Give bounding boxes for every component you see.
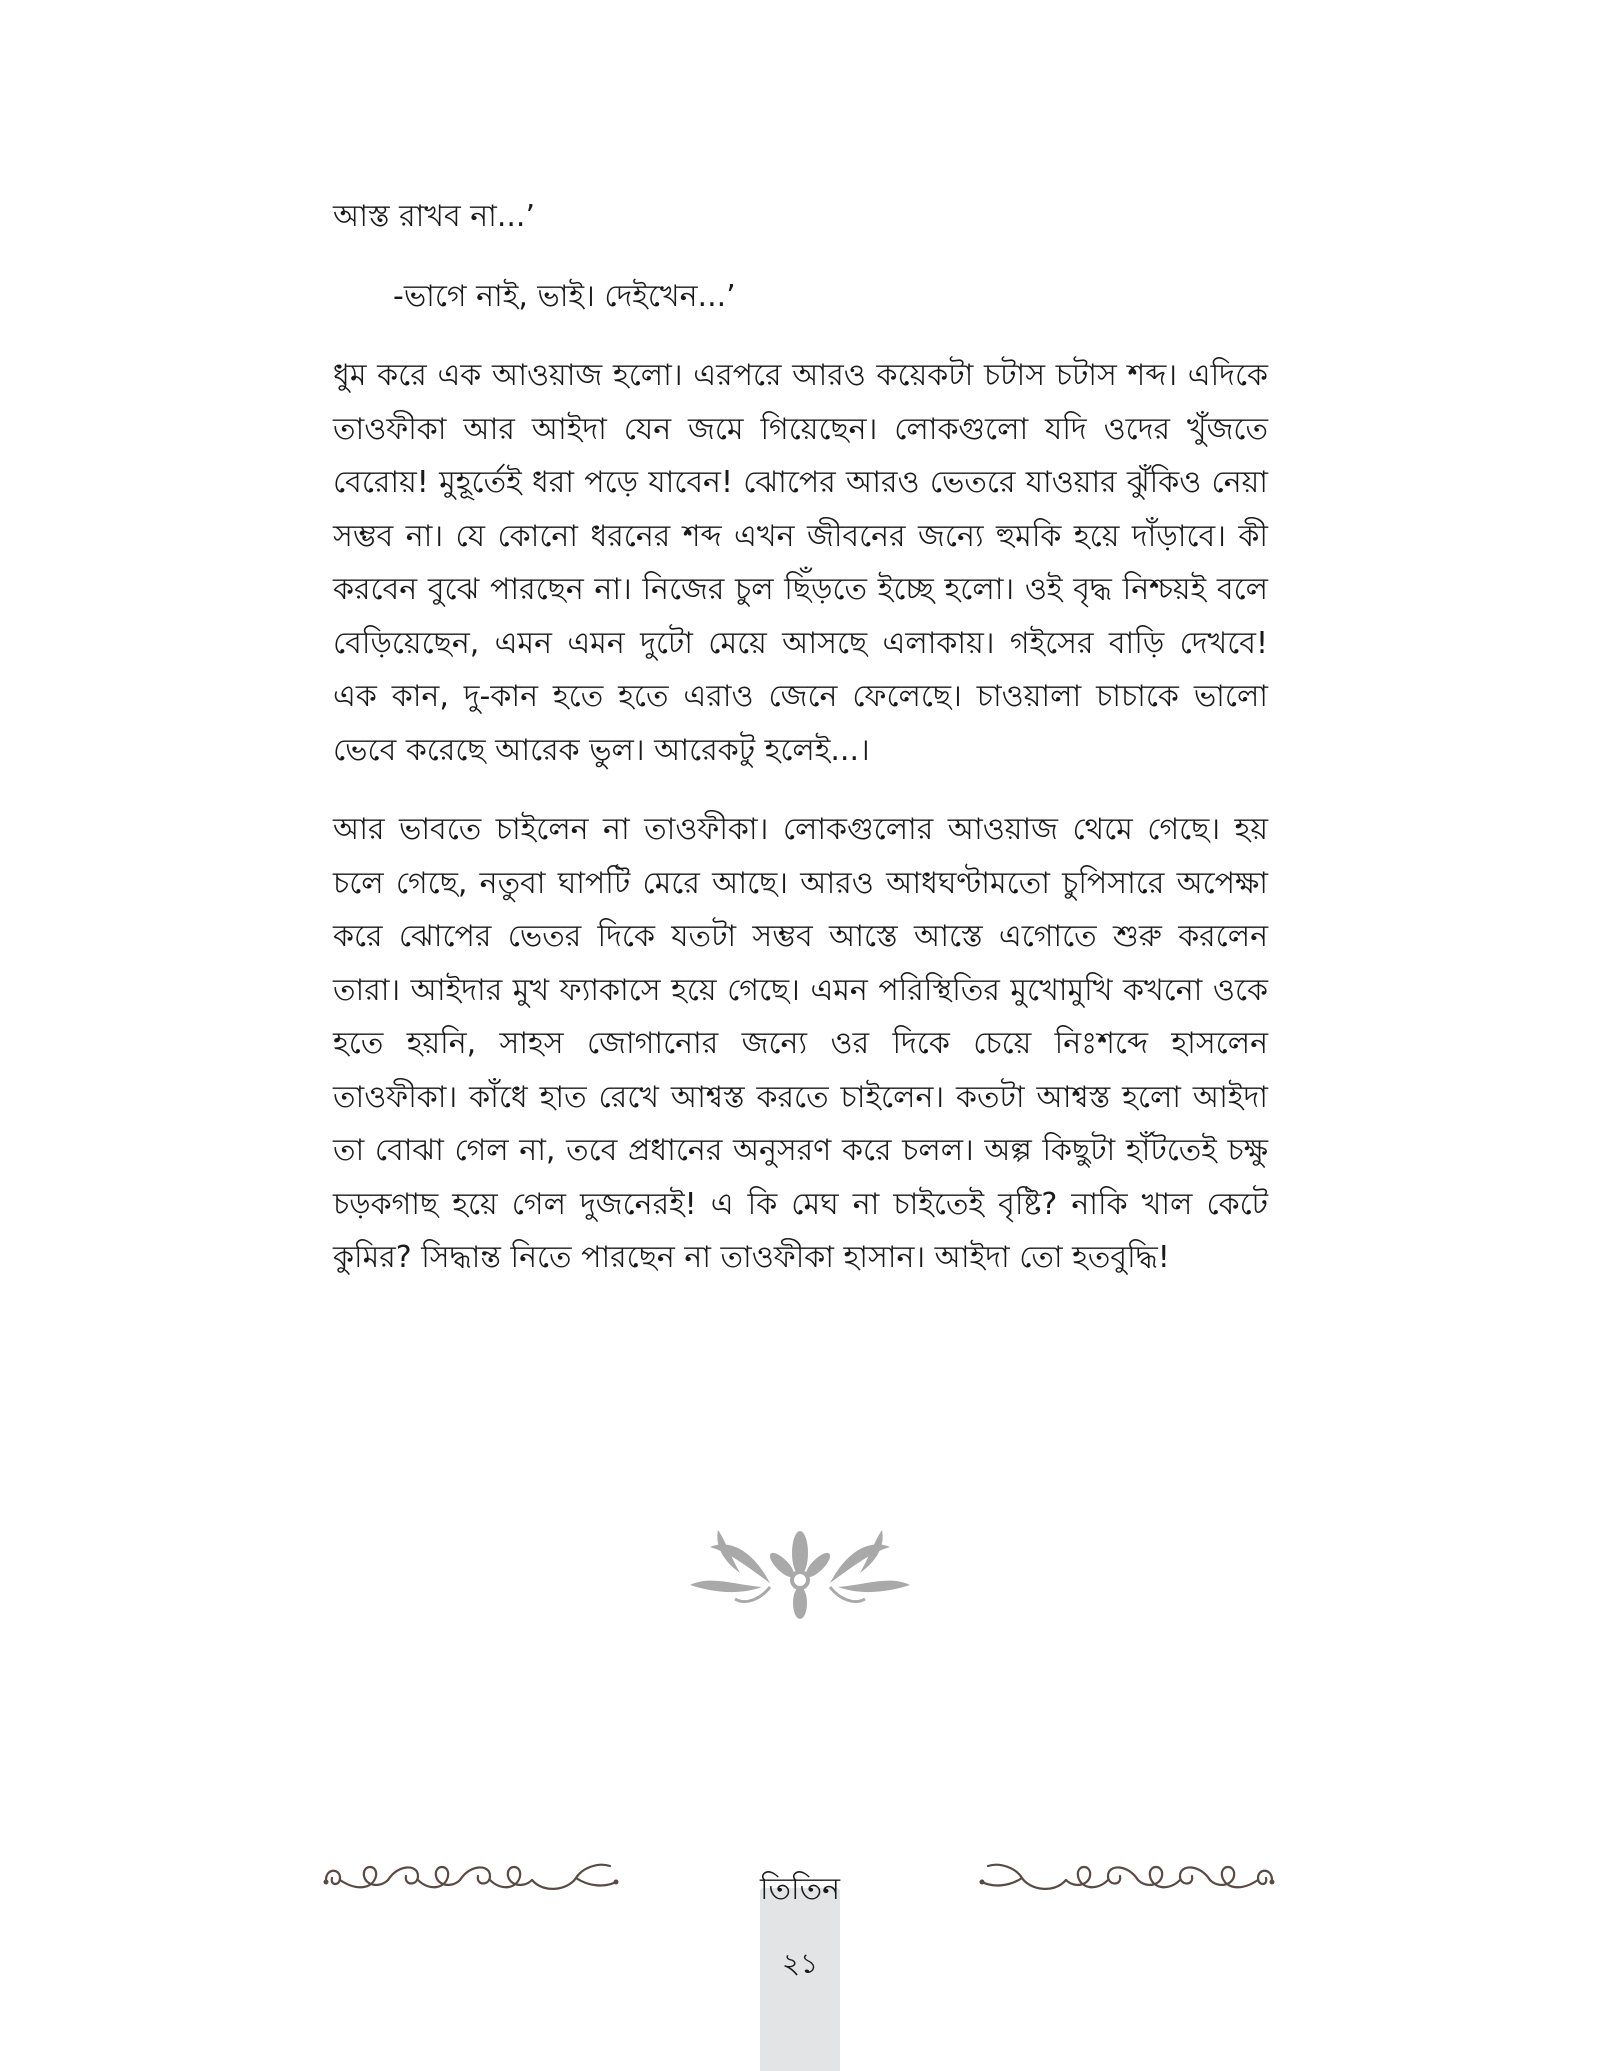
page-number: ২১ bbox=[781, 1947, 819, 1980]
swirl-flourish-icon bbox=[318, 1850, 623, 1900]
paragraph: আর ভাবতে চাইলেন না তাওফীকা। লোকগুলোর আওয়াজ থেমে গেছে। হয় চলে গেছে, নতুবা ঘাপটি মেরে আছে। আরও আধঘণ্টামতো চুপিসারে অপেক্ষা করে ঝোপের ভেতর দিকে যতটা সম্ভব আস্তে আস্তে এগোতে শুরু করলেন তারা। আইদার মুখ ফ্যাকাসে হয়ে গেছে। এমন পরিস্থিতির মুখোমুখি কখনো ওকে হতে হয়নি, সাহস জোগানোর জন্যে ওর দিকে চেয়ে নিঃশব্দে হাসলেন তাওফীকা। কাঁধে হাত রেখে আশ্বস্ত করতে চাইলেন। কতটা আশ্বস্ত হলো আইদা তা বোঝা গেল না, তবে প্রধানের অনুসরণ করে চলল। অল্প কিছুটা হাঁটতেই চক্ষু চড়কগাছ হয়ে গেল দুজনেরই! এ কি মেঘ না চাইতেই বৃষ্টি? নাকি খাল কেটে কুমির? সিদ্ধান্ত নিতে পারছেন না তাওফীকা হাসান। আইদা তো হতবুদ্ধি! bbox=[333, 812, 1268, 1275]
running-footer-title: তিতিন bbox=[759, 1872, 841, 1907]
swirl-flourish-icon bbox=[975, 1850, 1280, 1900]
dialogue-line: আস্ত রাখব না...’ bbox=[333, 199, 535, 234]
floral-ornament-icon bbox=[670, 1525, 930, 1620]
paragraph: ধুম করে এক আওয়াজ হলো। এরপরে আরও কয়েকটা চটাস চটাস শব্দ। এদিকে তাওফীকা আর আইদা যেন জমে গিয়েছেন। লোকগুলো যদি ওদের খুঁজতে বেরোয়! মুহূর্তেই ধরা পড়ে যাবেন! ঝোপের আরও ভেতরে যাওয়ার ঝুঁকিও নেয়া সম্ভব না। যে কোনো ধরনের শব্দ এখন জীবনের জন্যে হুমকি হয়ে দাঁড়াবে। কী করবেন বুঝে পারছেন না। নিজের চুল ছিঁড়তে ইচ্ছে হলো। ওই বৃদ্ধ নিশ্চয়ই বলে বেড়িয়েছেন, এমন এমন দুটো মেয়ে আসছে এলাকায়। গইসের বাড়ি দেখবে! এক কান, দু-কান হতে হতে এরাও জেনে ফেলেছে। চাওয়ালা চাচাকে ভালো ভেবে করেছে আরেক ভুল। আরেকটু হলেই...। bbox=[333, 358, 1268, 768]
dialogue-line: -ভাগে নাই, ভাই। দেইখেন...’ bbox=[393, 278, 736, 314]
body-text bbox=[333, 190, 1268, 1311]
